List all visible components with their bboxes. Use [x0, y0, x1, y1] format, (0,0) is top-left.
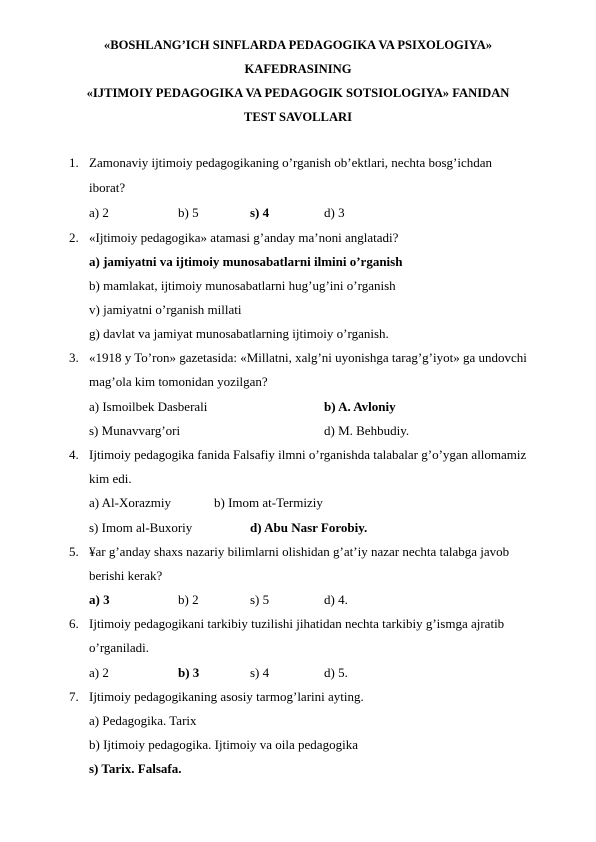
question-1-text: Zamonaviy ijtimoiy pedagogikaning o’rganish ob’ektlari, nechta bosg’ichdan [89, 155, 493, 170]
question-5-number: 5. [69, 544, 79, 559]
question-4-text: kim edi. [89, 471, 132, 486]
question-4-text: Ijtimoiy pedagogika fanida Falsafiy ilmni o’rganishda talabalar g’o’ygan allomamiz [89, 447, 527, 462]
title-line-1: «BOSHLANG’ICH SINFLARDA PEDAGOGIKA VA PSIXOLOGIYA» [103, 38, 493, 52]
question-6-option-d: d) 5. [324, 665, 348, 680]
question-7-number: 7. [69, 689, 79, 704]
question-2-option-b: b) mamlakat, ijtimoiy munosabatlarni hug’ug’ini o’rganish [89, 278, 396, 293]
question-3-number: 3. [69, 350, 79, 365]
question-7-text: Ijtimoiy pedagogikaning asosiy tarmog’larini ayting. [89, 689, 364, 704]
question-1-option-b: b) 5 [178, 205, 199, 220]
question-4-option-a: a) Al-Xorazmiy [89, 495, 171, 510]
question-5-text: berishi kerak? [89, 568, 163, 583]
question-2-text: «Ijtimoiy pedagogika» atamasi g’anday ma’noni anglatadi? [89, 230, 399, 245]
title-line-4: TEST SAVOLLARI [243, 110, 353, 124]
question-4-option-b: b) Imom at-Termiziy [214, 495, 323, 510]
question-6-option-a: a) 2 [89, 665, 109, 680]
question-5-option-s: s) 5 [250, 592, 270, 607]
question-3-option-d: d) M. Behbudiy. [324, 423, 410, 438]
question-3-text: «1918 y To’ron» gazetasida: «Millatni, xalg’ni uyonishga tarag’g’iyot» ga undovchi [89, 350, 527, 365]
question-1-number: 1. [69, 155, 79, 170]
title-line-3: «IJTIMOIY PEDAGOGIKA VA PEDAGOGIK SOTSIOLOGIYA» FANIDAN [86, 86, 510, 100]
title-line-2: KAFEDRASINING [244, 62, 352, 76]
question-2-number: 2. [69, 230, 79, 245]
question-6-text: o’rganiladi. [89, 640, 150, 655]
question-3-text: mag’ola kim tomonidan yozilgan? [89, 374, 268, 389]
question-7-option-b: b) Ijtimoiy pedagogika. Ijtimoiy va oila pedagogika [89, 737, 358, 752]
question-1-option-a: a) 2 [89, 205, 109, 220]
question-6-option-s: s) 4 [250, 665, 270, 680]
question-5-text: ¥ar g’anday shaxs nazariy bilimlarni olishidan g’at’iy nazar nechta talabga javob [89, 544, 510, 559]
question-3-option-s: s) Munavvarg’ori [89, 423, 181, 438]
question-5-option-a-correct: a) 3 [89, 592, 110, 607]
question-6-option-b-correct: b) 3 [178, 665, 200, 680]
question-7-option-a: a) Pedagogika. Tarix [89, 713, 197, 728]
question-4-option-d-correct: d) Abu Nasr Forobiy. [250, 520, 368, 535]
question-5-option-d: d) 4. [324, 592, 348, 607]
question-6-text: Ijtimoiy pedagogikani tarkibiy tuzilishi jihatidan nechta tarkibiy g’ismga ajratib [89, 616, 505, 631]
question-6-number: 6. [69, 616, 79, 631]
question-1-text: iborat? [89, 180, 126, 195]
question-4-option-s: s) Imom al-Buxoriy [89, 520, 193, 535]
question-1-option-s-correct: s) 4 [250, 205, 270, 220]
question-2-option-v: v) jamiyatni o’rganish millati [89, 302, 242, 317]
question-5-option-b: b) 2 [178, 592, 199, 607]
question-1-option-d: d) 3 [324, 205, 345, 220]
question-2-option-a-correct: a) jamiyatni va ijtimoiy munosabatlarni ilmini o’rganish [89, 254, 403, 269]
question-2-option-g: g) davlat va jamiyat munosabatlarning ijtimoiy o’rganish. [89, 326, 389, 341]
question-4-number: 4. [69, 447, 79, 462]
question-7-option-s-correct: s) Tarix. Falsafa. [89, 761, 182, 776]
question-3-option-a: a) Ismoilbek Dasberali [89, 399, 208, 414]
question-3-option-b-correct: b) A. Avloniy [324, 399, 396, 414]
